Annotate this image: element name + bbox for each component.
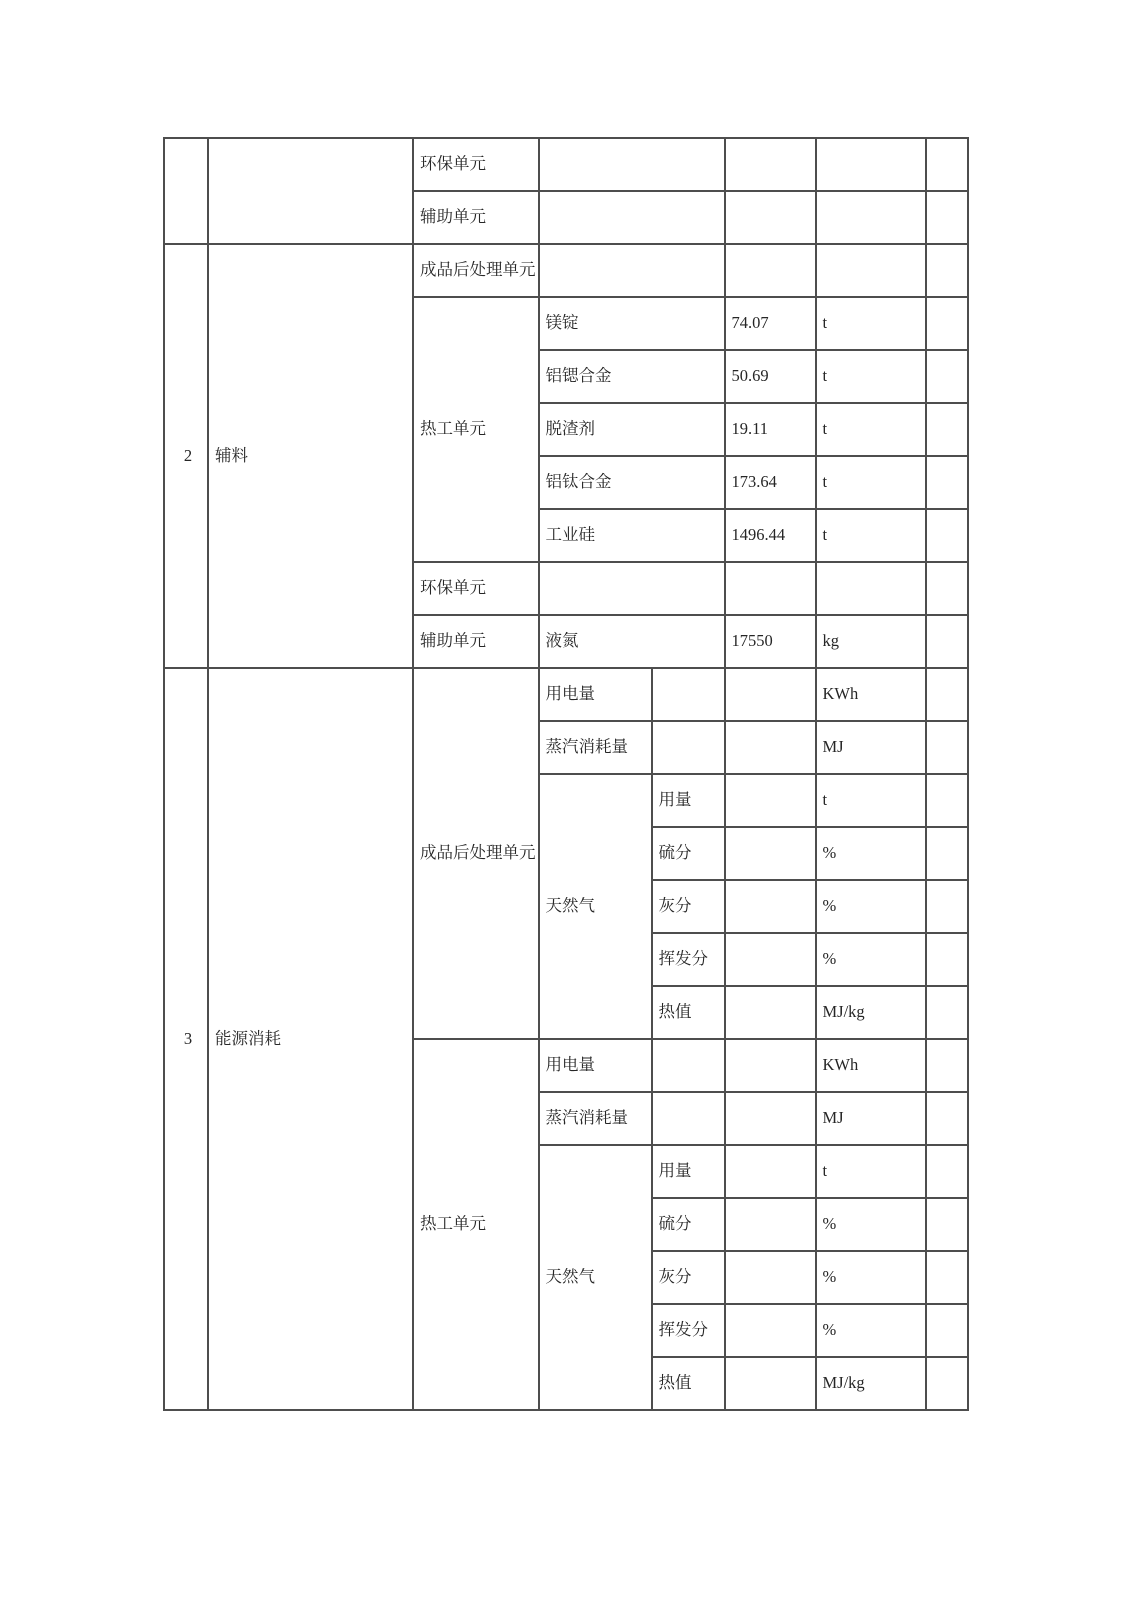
gas-property-cell: 灰分 [652,1251,725,1304]
value-cell [725,880,816,933]
unit-of-measure-cell: % [816,1251,926,1304]
spare-cell [926,297,968,350]
value-cell [725,1145,816,1198]
value-cell [725,138,816,191]
value-cell: 50.69 [725,350,816,403]
item-name-cell [539,562,725,615]
spare-cell [926,1251,968,1304]
spare-cell [926,827,968,880]
item-name-cell: 用电量 [539,1039,652,1092]
value-cell [725,721,816,774]
unit-of-measure-cell: t [816,509,926,562]
item-name-cell: 铝钛合金 [539,456,725,509]
gas-property-cell: 硫分 [652,827,725,880]
unit-of-measure-cell: % [816,1198,926,1251]
value-cell [725,668,816,721]
unit-of-measure-cell: MJ [816,1092,926,1145]
item-name-cell: 镁锭 [539,297,725,350]
unit-of-measure-cell [816,244,926,297]
unit-of-measure-cell: t [816,1145,926,1198]
category-cell [208,138,413,244]
value-cell [725,191,816,244]
spare-cell [926,1357,968,1410]
value-cell: 17550 [725,615,816,668]
value-cell [725,933,816,986]
unit-of-measure-cell: % [816,1304,926,1357]
spare-cell [926,668,968,721]
unit-of-measure-cell [816,138,926,191]
item-name-cell: 天然气 [539,1145,652,1410]
value-cell: 19.11 [725,403,816,456]
value-cell [725,986,816,1039]
gas-property-cell: 挥发分 [652,933,725,986]
gas-property-cell: 灰分 [652,880,725,933]
unit-of-measure-cell: KWh [816,668,926,721]
category-cell: 辅料 [208,244,413,668]
row-number-cell [164,138,208,244]
unit-of-measure-cell: % [816,880,926,933]
gas-property-cell: 用量 [652,774,725,827]
spare-cell [926,986,968,1039]
gas-property-cell: 用量 [652,1145,725,1198]
value-cell: 173.64 [725,456,816,509]
sub-item-cell [652,668,725,721]
item-name-cell [539,244,725,297]
process-unit-cell: 成品后处理单元 [413,668,539,1039]
unit-of-measure-cell [816,191,926,244]
row-number-cell: 2 [164,244,208,668]
spare-cell [926,509,968,562]
value-cell [725,244,816,297]
value-cell [725,1198,816,1251]
gas-property-cell: 热值 [652,986,725,1039]
process-unit-cell: 辅助单元 [413,615,539,668]
unit-of-measure-cell: % [816,827,926,880]
sub-item-cell [652,721,725,774]
item-name-cell: 液氮 [539,615,725,668]
spare-cell [926,880,968,933]
spare-cell [926,1145,968,1198]
spare-cell [926,138,968,191]
unit-of-measure-cell: MJ/kg [816,986,926,1039]
spare-cell [926,615,968,668]
spare-cell [926,403,968,456]
spare-cell [926,244,968,297]
value-cell [725,1039,816,1092]
spare-cell [926,456,968,509]
item-name-cell: 工业硅 [539,509,725,562]
value-cell: 74.07 [725,297,816,350]
spare-cell [926,721,968,774]
unit-of-measure-cell: MJ/kg [816,1357,926,1410]
process-unit-cell: 环保单元 [413,138,539,191]
spare-cell [926,1039,968,1092]
consumption-table [163,137,969,1411]
process-unit-cell: 成品后处理单元 [413,244,539,297]
unit-of-measure-cell: kg [816,615,926,668]
table-row [164,138,968,191]
value-cell [725,1251,816,1304]
sub-item-cell [652,1092,725,1145]
spare-cell [926,562,968,615]
unit-of-measure-cell: t [816,456,926,509]
value-cell [725,774,816,827]
gas-property-cell: 挥发分 [652,1304,725,1357]
table-row [164,244,968,297]
item-name-cell: 铝锶合金 [539,350,725,403]
spare-cell [926,774,968,827]
unit-of-measure-cell: % [816,933,926,986]
unit-of-measure-cell: KWh [816,1039,926,1092]
row-number-cell: 3 [164,668,208,1410]
spare-cell [926,933,968,986]
spare-cell [926,350,968,403]
spare-cell [926,1198,968,1251]
item-name-cell: 蒸汽消耗量 [539,1092,652,1145]
sub-item-cell [652,1039,725,1092]
table-row [164,668,968,721]
unit-of-measure-cell: t [816,297,926,350]
unit-of-measure-cell [816,562,926,615]
unit-of-measure-cell: t [816,350,926,403]
unit-of-measure-cell: MJ [816,721,926,774]
value-cell [725,1092,816,1145]
item-name-cell: 用电量 [539,668,652,721]
value-cell [725,1357,816,1410]
process-unit-cell: 辅助单元 [413,191,539,244]
category-cell: 能源消耗 [208,668,413,1410]
item-name-cell [539,191,725,244]
gas-property-cell: 热值 [652,1357,725,1410]
value-cell [725,827,816,880]
unit-of-measure-cell: t [816,774,926,827]
unit-of-measure-cell: t [816,403,926,456]
spare-cell [926,191,968,244]
process-unit-cell: 热工单元 [413,297,539,562]
value-cell: 1496.44 [725,509,816,562]
item-name-cell: 天然气 [539,774,652,1039]
spare-cell [926,1092,968,1145]
item-name-cell [539,138,725,191]
spare-cell [926,1304,968,1357]
gas-property-cell: 硫分 [652,1198,725,1251]
value-cell [725,562,816,615]
value-cell [725,1304,816,1357]
item-name-cell: 脱渣剂 [539,403,725,456]
document-page [163,137,969,1411]
process-unit-cell: 热工单元 [413,1039,539,1410]
item-name-cell: 蒸汽消耗量 [539,721,652,774]
process-unit-cell: 环保单元 [413,562,539,615]
